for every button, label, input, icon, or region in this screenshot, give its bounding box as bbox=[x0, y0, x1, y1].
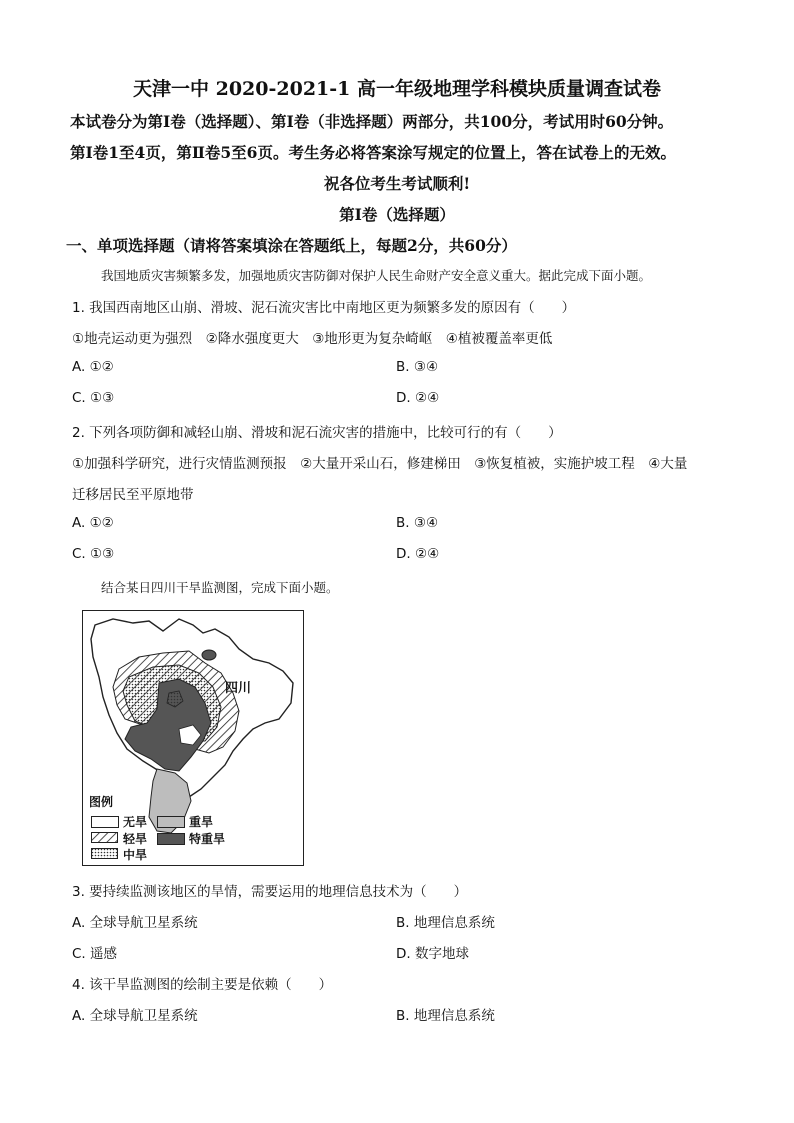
q2-option-a[interactable]: A. ①② bbox=[72, 515, 114, 531]
q2-option-b[interactable]: B. ③④ bbox=[396, 515, 439, 531]
question-1-stem: 1. 我国西南地区山崩、滑坡、泥石流灾害比中南地区更为频繁多发的原因有（ ） bbox=[72, 300, 576, 316]
question-4-stem: 4. 该干旱监测图的绘制主要是依赖（ ） bbox=[72, 977, 333, 993]
legend-swatch-extreme bbox=[157, 833, 185, 845]
question-2-items-2: 迁移居民至平原地带 bbox=[72, 487, 194, 503]
legend-label-moderate: 中旱 bbox=[123, 848, 148, 862]
question-3-stem: 3. 要持续监测该地区的旱情，需要运用的地理信息技术为（ ） bbox=[72, 884, 468, 900]
material-2: 结合某日四川干旱监测图，完成下面小题。 bbox=[101, 580, 339, 595]
q1-option-d[interactable]: D. ②④ bbox=[396, 390, 440, 406]
q1-option-a[interactable]: A. ①② bbox=[72, 359, 114, 375]
legend-swatch-moderate bbox=[91, 848, 119, 860]
section-title: 一、单项选择题（请将答案填涂在答题纸上，每题2分，共60分） bbox=[66, 236, 517, 255]
q2-option-c[interactable]: C. ①③ bbox=[72, 546, 115, 562]
q1-option-c[interactable]: C. ①③ bbox=[72, 390, 115, 406]
q4-option-b[interactable]: B. 地理信息系统 bbox=[396, 1008, 495, 1024]
legend-title: 图例 bbox=[89, 795, 114, 809]
exam-title: 天津一中 2020-2021-1 高一年级地理学科模块质量调查试卷 bbox=[133, 78, 661, 100]
q2-option-d[interactable]: D. ②④ bbox=[396, 546, 440, 562]
legend-label-light: 轻旱 bbox=[123, 832, 148, 846]
legend-swatch-none bbox=[91, 816, 119, 828]
north-patch bbox=[202, 650, 216, 660]
drought-map bbox=[82, 610, 304, 866]
legend-label-severe: 重旱 bbox=[189, 815, 214, 829]
q1-option-b[interactable]: B. ③④ bbox=[396, 359, 439, 375]
legend-label-none: 无旱 bbox=[123, 815, 148, 829]
intro-line-2: 第Ⅰ卷1至4页，第Ⅱ卷5至6页。考生务必将答案涂写规定的位置上，答在试卷上的无效。 bbox=[70, 143, 676, 162]
q4-option-a[interactable]: A. 全球导航卫星系统 bbox=[72, 1008, 198, 1024]
question-1-items: ①地壳运动更为强烈 ②降水强度更大 ③地形更为复杂崎岖 ④植被覆盖率更低 bbox=[72, 331, 553, 347]
intro-line-1: 本试卷分为第Ⅰ卷（选择题）、第Ⅰ卷（非选择题）两部分，共100分，考试用时60分钟。 bbox=[70, 112, 674, 131]
legend-label-extreme: 特重旱 bbox=[189, 832, 226, 846]
question-2-items-1: ①加强科学研究，进行灾情监测预报 ②大量开采山石，修建梯田 ③恢复植被，实施护坡工程 ④大量 bbox=[72, 456, 688, 472]
question-2-stem: 2. 下列各项防御和减轻山崩、滑坡和泥石流灾害的措施中，比较可行的有（ ） bbox=[72, 425, 562, 441]
q3-option-b[interactable]: B. 地理信息系统 bbox=[396, 915, 495, 931]
part-title: 第Ⅰ卷（选择题） bbox=[339, 205, 455, 224]
q3-option-c[interactable]: C. 遥感 bbox=[72, 946, 118, 962]
q3-option-d[interactable]: D. 数字地球 bbox=[396, 946, 469, 962]
material-1: 我国地质灾害频繁多发，加强地质灾害防御对保护人民生命财产安全意义重大。据此完成下面小题。 bbox=[101, 268, 652, 283]
wish-line: 祝各位考生考试顺利! bbox=[323, 174, 471, 193]
q3-option-a[interactable]: A. 全球导航卫星系统 bbox=[72, 915, 198, 931]
legend-swatch-light bbox=[91, 832, 119, 844]
legend-swatch-severe bbox=[157, 816, 185, 828]
region-label: 四川 bbox=[225, 681, 252, 696]
